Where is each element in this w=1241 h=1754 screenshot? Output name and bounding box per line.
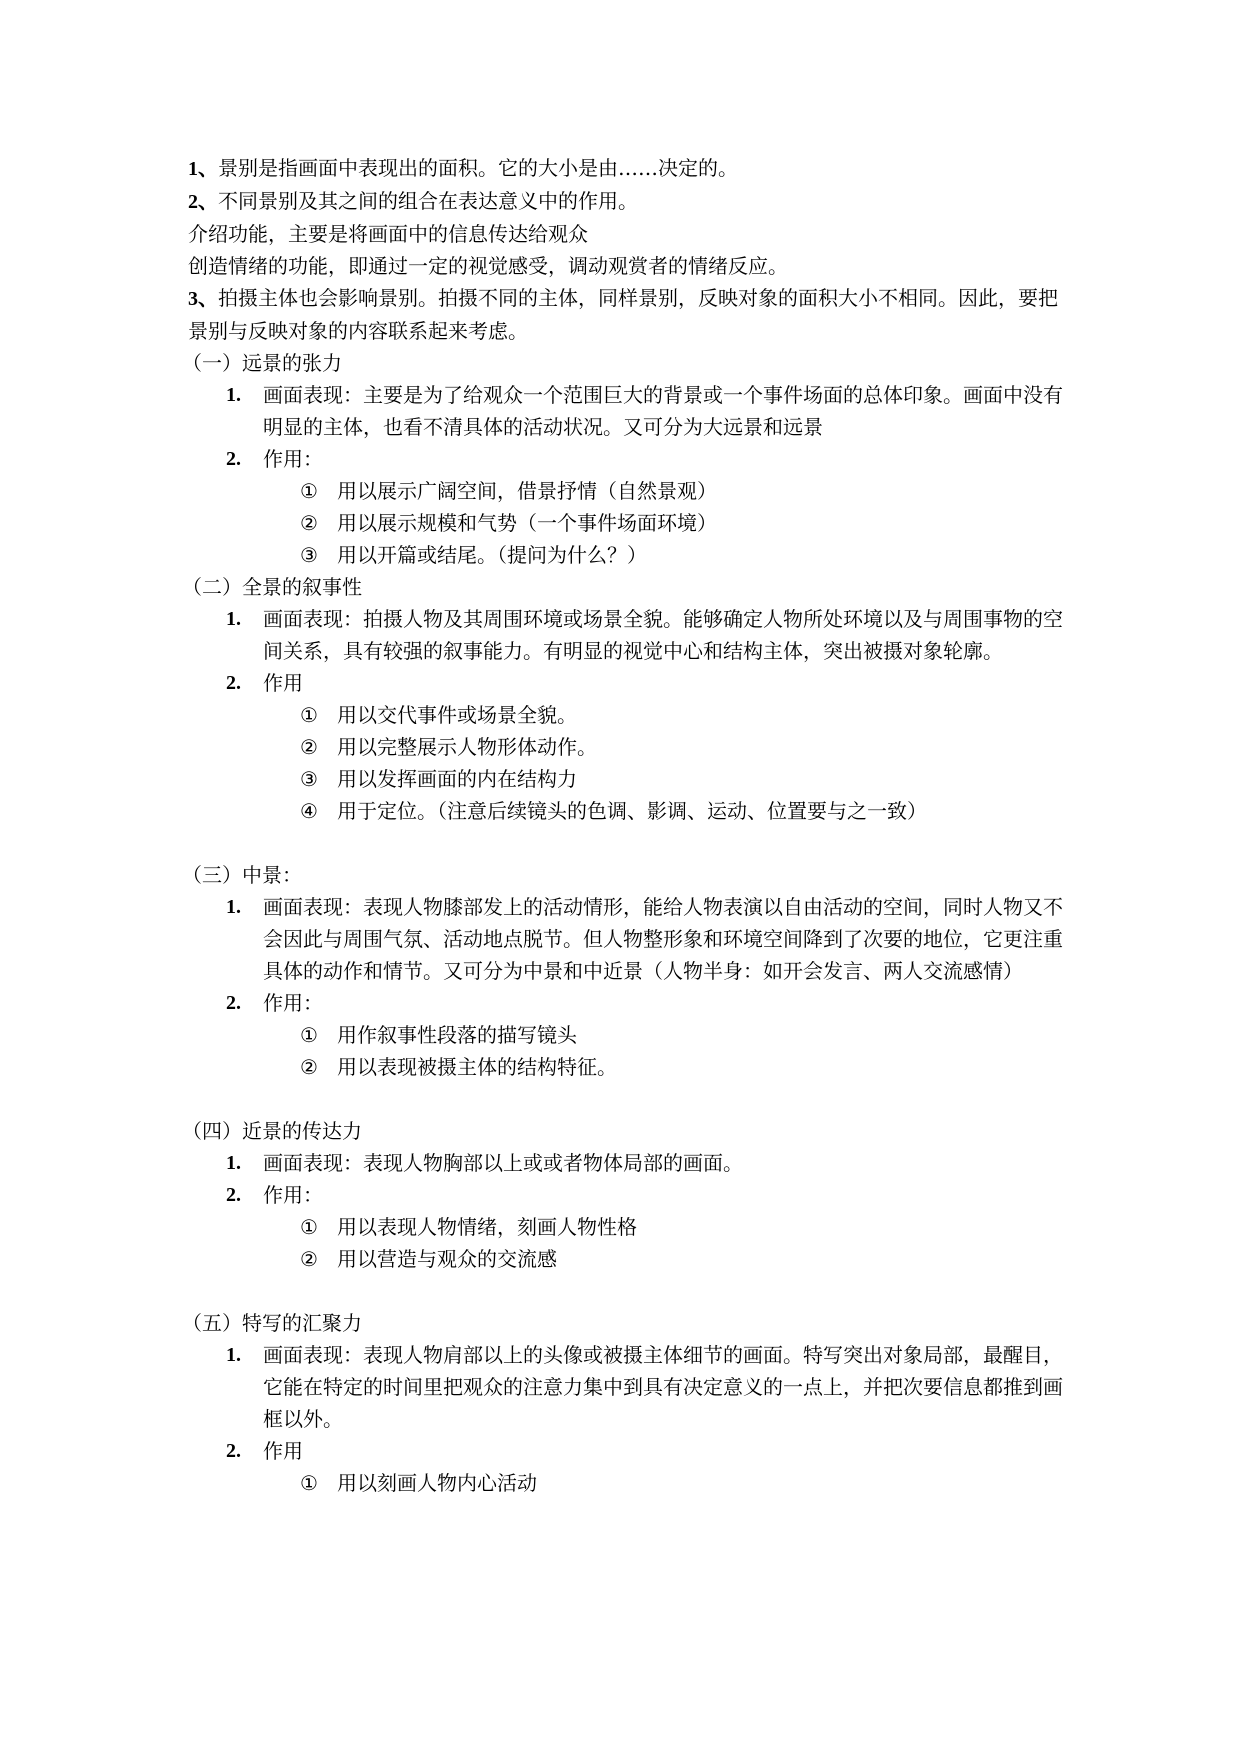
use-text: 用以交代事件或场景全貌。 xyxy=(337,703,577,727)
use-item xyxy=(188,795,1068,827)
item-number: 2. xyxy=(226,1440,241,1462)
item-text: 作用 xyxy=(263,1439,303,1463)
item-number: 1. xyxy=(226,1152,241,1174)
item-number: 1. xyxy=(226,896,241,918)
use-text: 用作叙事性段落的描写镜头 xyxy=(337,1023,577,1047)
use-item xyxy=(188,539,1068,571)
item-number: 1. xyxy=(226,1344,241,1366)
item-number: 1. xyxy=(226,608,241,630)
intro-paragraph-5 xyxy=(188,282,1068,347)
item-number: 2. xyxy=(226,992,241,1014)
item-number: 1. xyxy=(226,384,241,406)
use-item xyxy=(188,731,1068,763)
intro-paragraph-2 xyxy=(188,185,1068,218)
section-item xyxy=(188,379,1068,443)
item-text: 作用： xyxy=(263,447,323,471)
intro-number: 2、 xyxy=(188,191,218,213)
section-item xyxy=(188,987,1068,1019)
item-text: 画面表现：拍摄人物及其周围环境或场景全貌。能够确定人物所处环境以及与周围事物的空间关系，具有较强的叙事能力。有明显的视觉中心和结构主体，突出被摄对象轮廓。 xyxy=(263,607,1063,663)
circled-number: ① xyxy=(300,1215,318,1239)
use-item xyxy=(188,1051,1068,1083)
use-text: 用以完整展示人物形体动作。 xyxy=(337,735,597,759)
section-heading-long-shot: （一）远景的张力 xyxy=(182,351,342,375)
item-text: 作用： xyxy=(263,1183,323,1207)
use-text: 用以表现被摄主体的结构特征。 xyxy=(337,1055,617,1079)
use-item xyxy=(188,507,1068,539)
spacer xyxy=(188,1275,1068,1307)
item-number: 2. xyxy=(226,672,241,694)
intro-paragraph-3 xyxy=(188,218,1068,250)
item-number: 2. xyxy=(226,1184,241,1206)
intro-number: 3、 xyxy=(188,288,218,310)
use-text: 用以展示广阔空间，借景抒情（自然景观） xyxy=(337,479,717,503)
section-heading-close-shot: （四）近景的传达力 xyxy=(182,1119,362,1143)
section-item xyxy=(188,891,1068,987)
circled-number: ① xyxy=(300,1023,318,1047)
item-text: 画面表现：主要是为了给观众一个范围巨大的背景或一个事件场面的总体印象。画面中没有明显的主体，也看不清具体的活动状况。又可分为大远景和远景 xyxy=(263,383,1063,439)
intro-text: 介绍功能，主要是将画面中的信息传达给观众 xyxy=(188,222,588,246)
use-item xyxy=(188,763,1068,795)
document-body xyxy=(182,152,1068,1499)
intro-paragraph-1 xyxy=(188,152,1068,185)
section-item xyxy=(188,1435,1068,1467)
use-item xyxy=(188,1467,1068,1499)
section-heading-medium-shot: （三）中景： xyxy=(182,863,302,887)
circled-number: ② xyxy=(300,735,318,759)
use-text: 用以展示规模和气势（一个事件场面环境） xyxy=(337,511,717,535)
intro-number: 1、 xyxy=(188,158,218,180)
item-text: 画面表现：表现人物胸部以上或或者物体局部的画面。 xyxy=(263,1151,743,1175)
circled-number: ③ xyxy=(300,543,318,567)
intro-text: 创造情绪的功能，即通过一定的视觉感受，调动观赏者的情绪反应。 xyxy=(188,254,788,278)
intro-text: 拍摄主体也会影响景别。拍摄不同的主体，同样景别，反映对象的面积大小不相同。因此，要把景别与反映对象的内容联系起来考虑。 xyxy=(188,286,1058,343)
item-text: 作用 xyxy=(263,671,303,695)
circled-number: ① xyxy=(300,703,318,727)
use-text: 用以刻画人物内心活动 xyxy=(337,1471,537,1495)
circled-number: ① xyxy=(300,479,318,503)
use-text: 用以表现人物情绪，刻画人物性格 xyxy=(337,1215,637,1239)
section-item xyxy=(188,667,1068,699)
use-item xyxy=(188,1211,1068,1243)
use-text: 用以营造与观众的交流感 xyxy=(337,1247,557,1271)
spacer xyxy=(188,827,1068,859)
use-text: 用以发挥画面的内在结构力 xyxy=(337,767,577,791)
section-item xyxy=(188,443,1068,475)
circled-number: ③ xyxy=(300,767,318,791)
item-text: 画面表现：表现人物膝部发上的活动情形，能给人物表演以自由活动的空间，同时人物又不会因此与周围气氛、活动地点脱节。但人物整形象和环境空间降到了次要的地位，它更注重具体的动作和情节。又可分为中景和中近景（人物半身：如开会发言、两人交流感情） xyxy=(263,895,1063,983)
use-text: 用以开篇或结尾。（提问为什么？） xyxy=(337,543,647,567)
use-item xyxy=(188,1019,1068,1051)
spacer xyxy=(188,1083,1068,1115)
circled-number: ① xyxy=(300,1471,318,1495)
item-text: 画面表现：表现人物肩部以上的头像或被摄主体细节的画面。特写突出对象局部，最醒目，它能在特定的时间里把观众的注意力集中到具有决定意义的一点上，并把次要信息都推到画框以外。 xyxy=(263,1343,1063,1431)
use-item xyxy=(188,475,1068,507)
section-heading-full-shot: （二）全景的叙事性 xyxy=(182,575,362,599)
circled-number: ② xyxy=(300,1247,318,1271)
use-text: 用于定位。（注意后续镜头的色调、影调、运动、位置要与之一致） xyxy=(337,799,927,823)
use-item xyxy=(188,1243,1068,1275)
section-item xyxy=(188,1339,1068,1435)
section-item xyxy=(188,1179,1068,1211)
item-text: 作用： xyxy=(263,991,323,1015)
circled-number: ④ xyxy=(300,799,318,823)
item-number: 2. xyxy=(226,448,241,470)
intro-text: 景别是指画面中表现出的面积。它的大小是由……决定的。 xyxy=(218,156,738,180)
section-item xyxy=(188,1147,1068,1179)
intro-text: 不同景别及其之间的组合在表达意义中的作用。 xyxy=(218,189,638,213)
use-item xyxy=(188,699,1068,731)
circled-number: ② xyxy=(300,511,318,535)
section-item xyxy=(188,603,1068,667)
section-heading-closeup: （五）特写的汇聚力 xyxy=(182,1311,362,1335)
circled-number: ② xyxy=(300,1055,318,1079)
intro-paragraph-4 xyxy=(188,250,1068,282)
